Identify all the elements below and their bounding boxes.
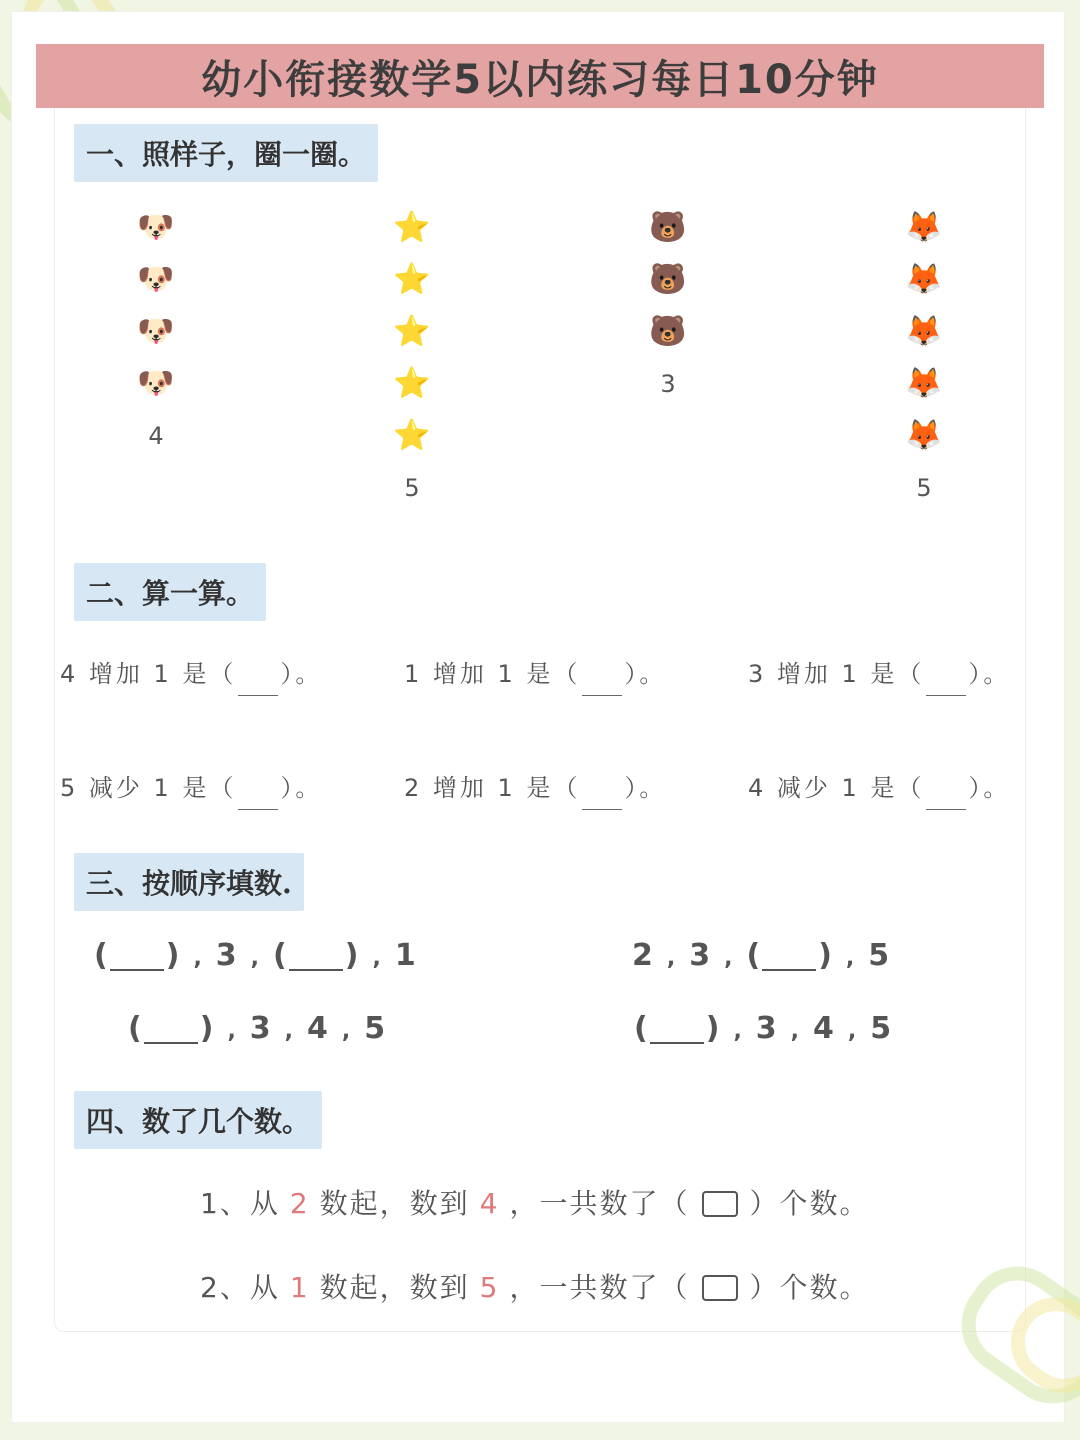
star-icon[interactable]: ⭐ bbox=[393, 210, 431, 245]
sequence-blank[interactable] bbox=[289, 941, 343, 971]
fox-face-icon[interactable]: 🦊 bbox=[905, 210, 943, 245]
section-heading-4: 四、数了几个数。 bbox=[74, 1091, 322, 1149]
dog-face-icon[interactable]: 🐶 bbox=[137, 366, 175, 401]
fox-face-icon[interactable]: 🦊 bbox=[905, 418, 943, 453]
title-banner bbox=[36, 44, 1044, 108]
arithmetic-question: 4 增加 1 是（ ）。 bbox=[60, 654, 322, 696]
star-icon[interactable]: ⭐ bbox=[393, 418, 431, 453]
sequence-blank[interactable] bbox=[144, 1014, 198, 1044]
fox-face-icon[interactable]: 🦊 bbox=[905, 366, 943, 401]
page-title: 幼小衔接数学5以内练习每日10分钟 bbox=[201, 56, 879, 103]
answer-blank[interactable] bbox=[238, 672, 278, 696]
dog-face-icon[interactable]: 🐶 bbox=[137, 210, 175, 245]
bear-face-icon[interactable]: 🐻 bbox=[649, 262, 687, 297]
dog-face-icon[interactable]: 🐶 bbox=[137, 314, 175, 349]
answer-box[interactable] bbox=[702, 1275, 738, 1301]
answer-blank[interactable] bbox=[926, 786, 966, 810]
bear-face-icon[interactable]: 🐻 bbox=[649, 314, 687, 349]
count-column-dog bbox=[116, 202, 196, 462]
answer-blank[interactable] bbox=[238, 786, 278, 810]
sequence-blank[interactable] bbox=[110, 941, 164, 971]
fox-face-icon[interactable]: 🦊 bbox=[905, 262, 943, 297]
count-column-bear bbox=[628, 202, 708, 410]
star-icon[interactable]: ⭐ bbox=[393, 314, 431, 349]
sequence-row-1: ( ) , 3 , ( ) , 1 bbox=[94, 938, 416, 973]
star-icon[interactable]: ⭐ bbox=[393, 366, 431, 401]
count-column-fox bbox=[884, 202, 964, 514]
count-range-question: 2、从 1 数起，数到 5 ，一共数了（ ）个数。 bbox=[200, 1271, 870, 1304]
arithmetic-question: 4 减少 1 是（ ）。 bbox=[748, 768, 1010, 810]
answer-box[interactable] bbox=[702, 1191, 738, 1217]
count-column-star bbox=[372, 202, 452, 514]
count-label: 3 bbox=[660, 370, 676, 398]
count-range-question: 1、从 2 数起，数到 4 ，一共数了（ ）个数。 bbox=[200, 1187, 870, 1220]
arithmetic-question: 2 增加 1 是（ ）。 bbox=[404, 768, 666, 810]
section-heading-2: 二、算一算。 bbox=[74, 563, 266, 621]
count-label: 4 bbox=[148, 422, 164, 450]
count-label: 5 bbox=[404, 474, 420, 502]
sequence-row-4: ( ) , 3 , 4 , 5 bbox=[634, 1011, 892, 1046]
bear-face-icon[interactable]: 🐻 bbox=[649, 210, 687, 245]
sequence-blank[interactable] bbox=[650, 1014, 704, 1044]
answer-blank[interactable] bbox=[582, 786, 622, 810]
sequence-row-3: ( ) , 3 , 4 , 5 bbox=[128, 1011, 386, 1046]
sequence-blank[interactable] bbox=[762, 941, 816, 971]
dog-face-icon[interactable]: 🐶 bbox=[137, 262, 175, 297]
answer-blank[interactable] bbox=[926, 672, 966, 696]
fox-face-icon[interactable]: 🦊 bbox=[905, 314, 943, 349]
sequence-row-2: 2 , 3 , ( ) , 5 bbox=[632, 938, 890, 973]
arithmetic-question: 3 增加 1 是（ ）。 bbox=[748, 654, 1010, 696]
answer-blank[interactable] bbox=[582, 672, 622, 696]
section-heading-3: 三、按顺序填数. bbox=[74, 853, 304, 911]
section-heading-1: 一、照样子，圈一圈。 bbox=[74, 124, 378, 182]
count-label: 5 bbox=[916, 474, 932, 502]
star-icon[interactable]: ⭐ bbox=[393, 262, 431, 297]
arithmetic-question: 1 增加 1 是（ ）。 bbox=[404, 654, 666, 696]
arithmetic-question: 5 减少 1 是（ ）。 bbox=[60, 768, 322, 810]
